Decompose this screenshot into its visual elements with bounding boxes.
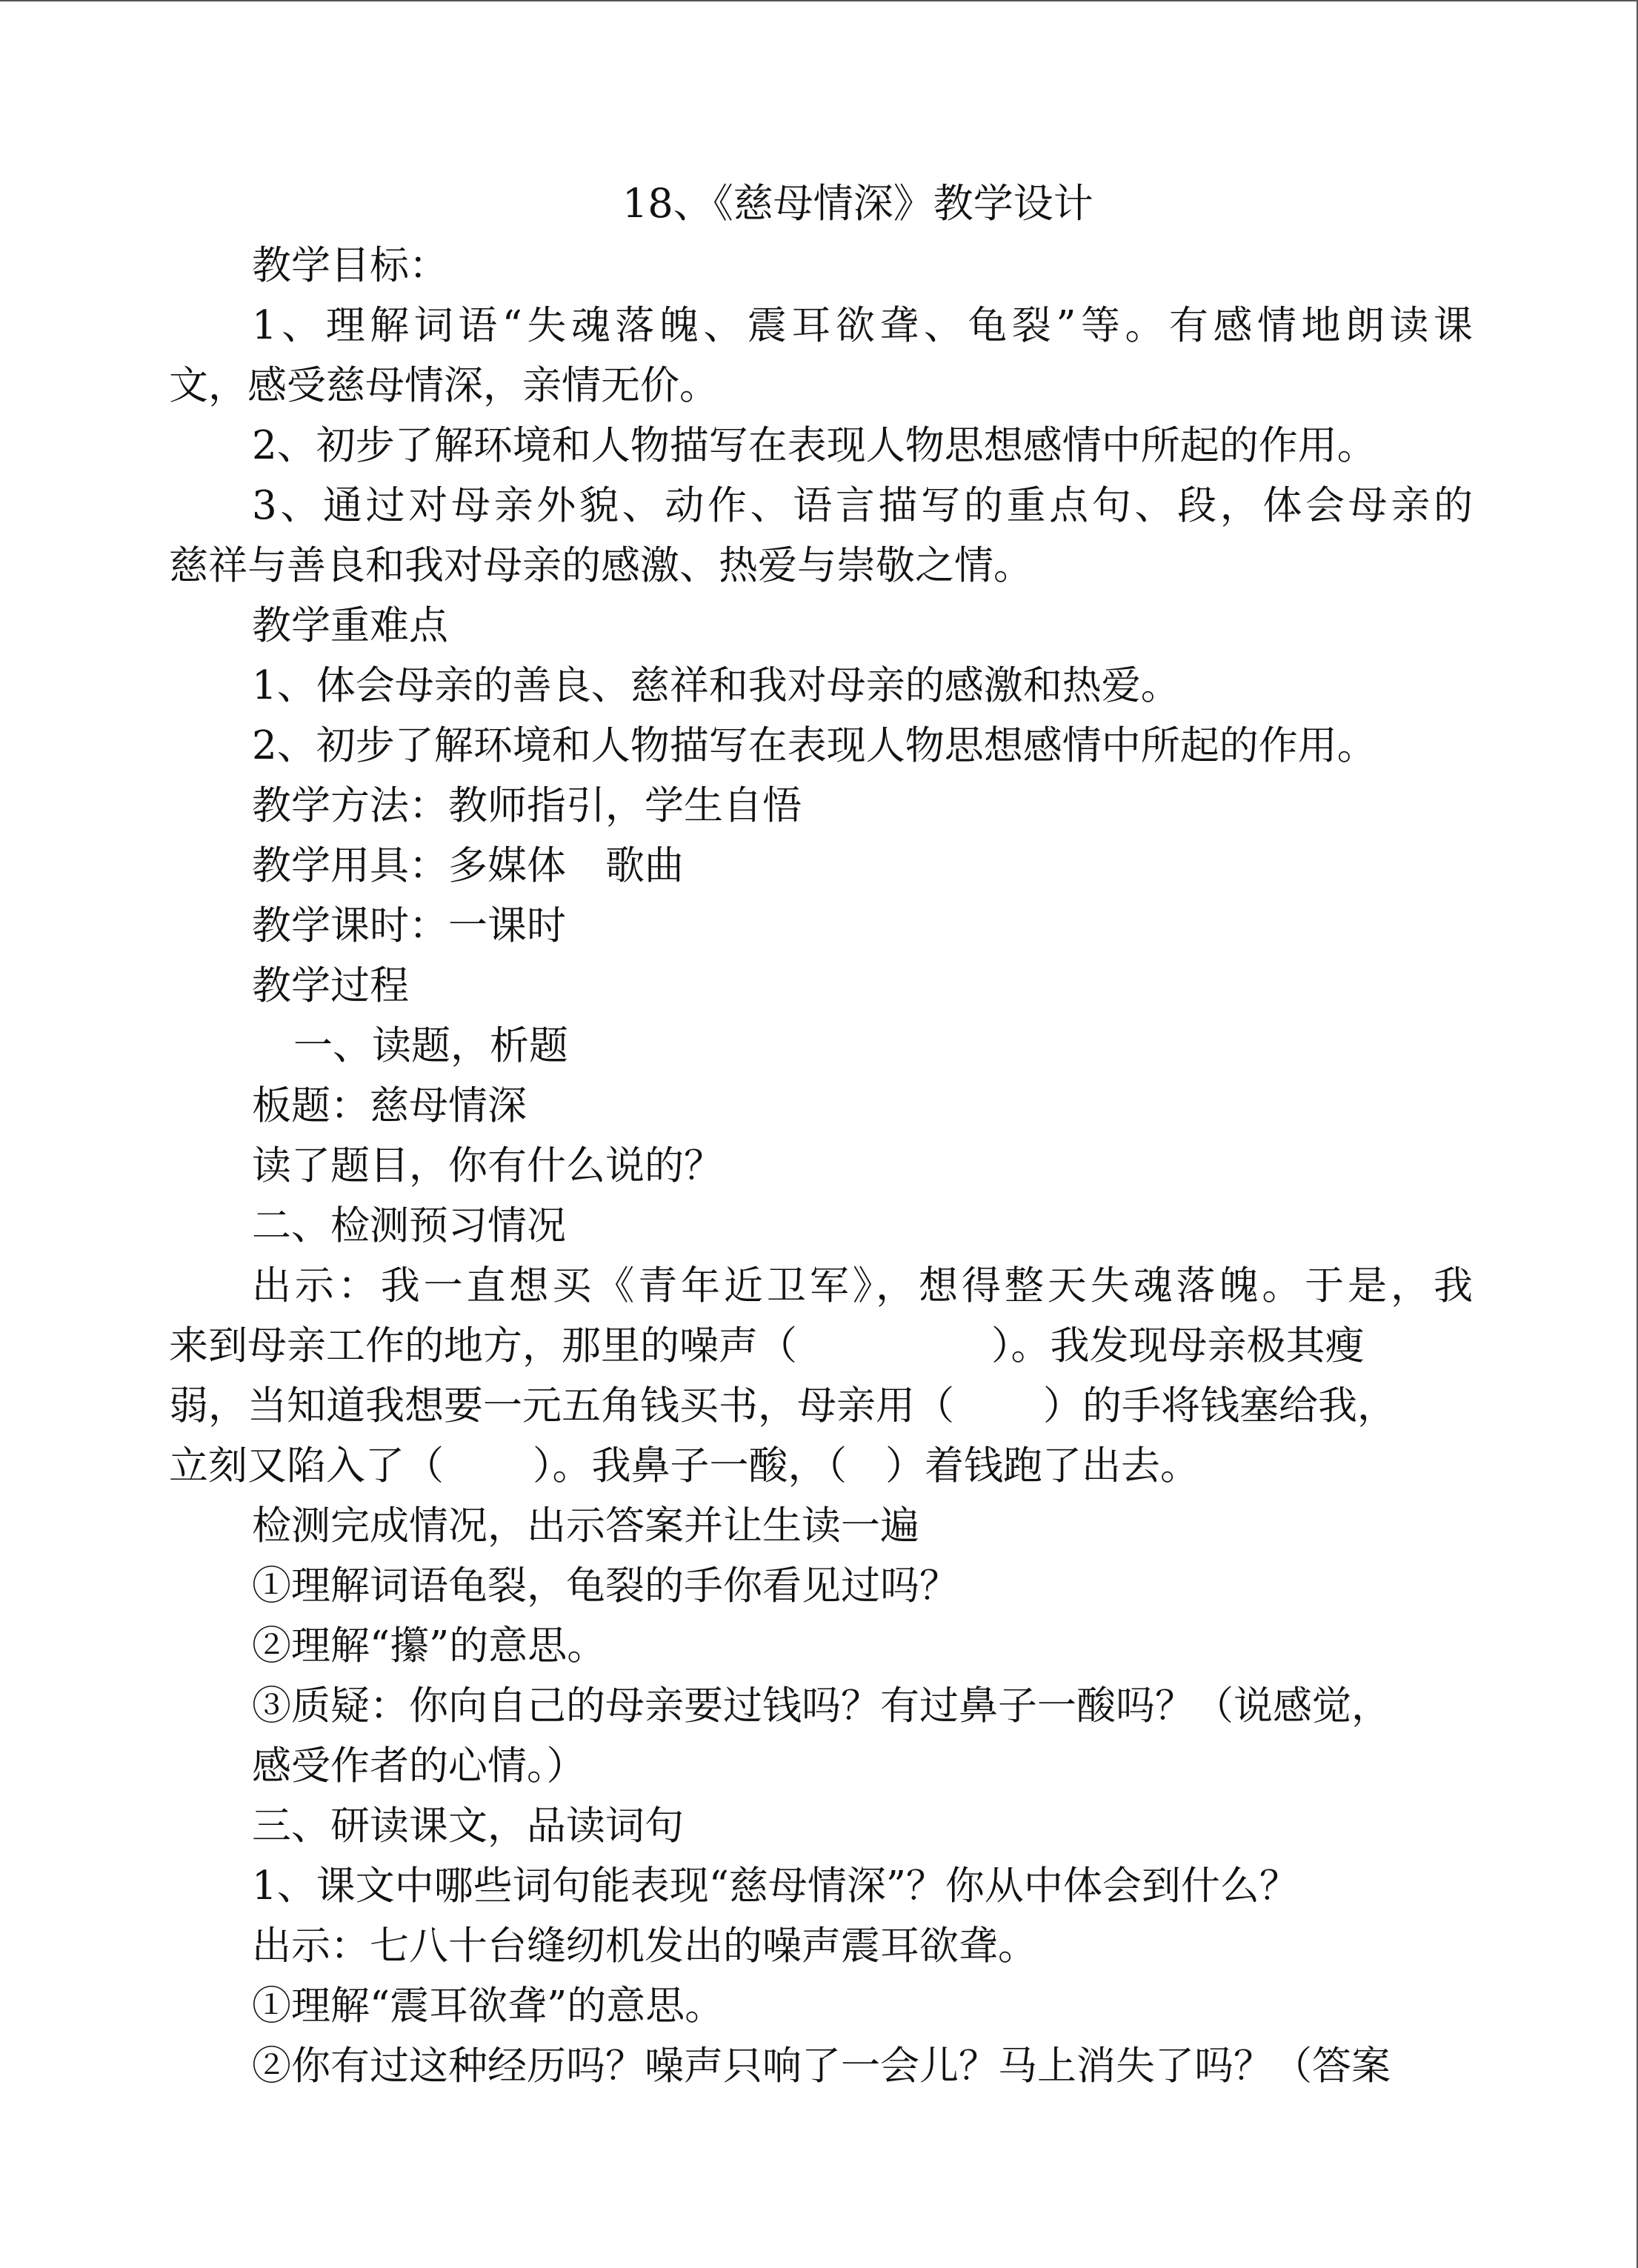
exercise-line-3-post: ）的手将钱塞给我， <box>1043 1383 1396 1429</box>
step-2-heading: 二、检测预习情况 <box>252 1203 566 1248</box>
question-1: 读了题目，你有什么说的？ <box>252 1143 723 1188</box>
board-title: 板题：慈母情深 <box>252 1083 527 1128</box>
goal-1-line-2: 文，感受慈母情深，亲情无价。 <box>169 363 719 408</box>
goals-heading: 教学目标： <box>252 243 448 288</box>
process-heading: 教学过程 <box>252 963 409 1008</box>
exercise-line-4-pre: 立刻又陷入了（ <box>169 1443 444 1489</box>
exercise-line-2 <box>169 1316 1473 1376</box>
check-item-2: ②理解“攥”的意思。 <box>252 1623 607 1669</box>
exercise-line-4-post: ）着钱跑了出去。 <box>885 1443 1199 1489</box>
reading-item-1: ①理解“震耳欲聋”的意思。 <box>252 1983 725 2029</box>
reading-item-2: ②你有过这种经历吗？噪声只响了一会儿？马上消失了吗？（答案 <box>252 2043 1391 2089</box>
step-1-heading: 一、读题，析题 <box>293 1023 568 1068</box>
check-item-1: ①理解词语龟裂，龟裂的手你看见过吗？ <box>252 1563 959 1609</box>
check-item-3-line-2: 感受作者的心情。） <box>252 1743 586 1789</box>
teaching-tools: 教学用具：多媒体 歌曲 <box>252 843 684 888</box>
key-point-2: 2、初步了解环境和人物描写在表现人物思想感情中所起的作用。 <box>252 723 1376 768</box>
document-title: 18、《慈母情深》教学设计 <box>622 180 1093 227</box>
goal-3-line-1: 3、通过对母亲外貌、动作、语言描写的重点句、段，体会母亲的 <box>252 483 1473 528</box>
exercise-line-3-pre: 弱，当知道我想要一元五角钱买书，母亲用（ <box>169 1383 954 1429</box>
key-points-heading: 教学重难点 <box>252 603 448 648</box>
check-instruction: 检测完成情况，出示答案并让生读一遍 <box>252 1503 919 1549</box>
exercise-line-1: 出示：我一直想买《青年近卫军》，想得整天失魂落魄。于是，我 <box>252 1263 1473 1308</box>
exercise-line-2-post: ）。我发现母亲极其瘦 <box>991 1323 1365 1369</box>
check-item-3-line-1: ③质疑：你向自己的母亲要过钱吗？有过鼻子一酸吗？（说感觉， <box>252 1683 1391 1729</box>
exercise-line-4 <box>169 1436 1473 1496</box>
goal-2: 2、初步了解环境和人物描写在表现人物思想感情中所起的作用。 <box>252 423 1376 468</box>
page-border-top <box>0 0 1638 1</box>
goal-3-line-2: 慈祥与善良和我对母亲的感激、热爱与崇敬之情。 <box>169 543 1033 588</box>
step-3-heading: 三、研读课文，品读词句 <box>252 1803 684 1849</box>
goal-1-line-1: 1、理解词语“失魂落魄、震耳欲聋、龟裂”等。有感情地朗读课 <box>252 303 1473 348</box>
key-point-1: 1、体会母亲的善良、慈祥和我对母亲的感激和热爱。 <box>252 663 1180 708</box>
exercise-line-3 <box>169 1376 1473 1436</box>
show-sentence: 出示：七八十台缝纫机发出的噪声震耳欲聋。 <box>252 1923 1037 1969</box>
exercise-line-2-pre: 来到母亲工作的地方，那里的噪声（ <box>169 1323 797 1369</box>
document-body <box>169 172 1473 2096</box>
exercise-line-4-mid: ）。我鼻子一酸，（ <box>533 1443 847 1489</box>
reading-question-1: 1、课文中哪些词句能表现“慈母情深”？你从中体会到什么？ <box>252 1863 1299 1909</box>
teaching-method: 教学方法：教师指引，学生自悟 <box>252 783 802 828</box>
teaching-hours: 教学课时：一课时 <box>252 903 566 948</box>
